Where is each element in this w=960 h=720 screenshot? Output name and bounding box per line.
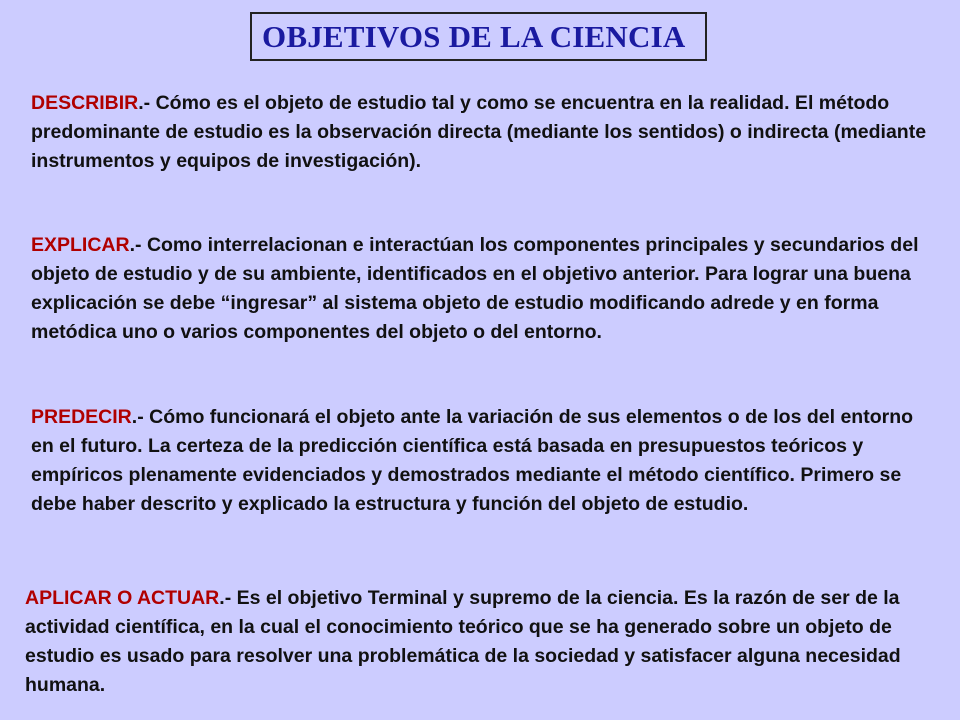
section-keyword: APLICAR O ACTUAR <box>25 587 220 609</box>
section-keyword: PREDECIR <box>31 406 132 428</box>
section-explicar <box>31 231 941 347</box>
section-keyword: DESCRIBIR <box>31 92 139 114</box>
section-describir <box>31 89 931 176</box>
section-aplicar <box>25 584 937 700</box>
section-keyword: EXPLICAR <box>31 234 130 256</box>
title-box <box>250 12 707 61</box>
section-text: .- Es el objetivo Terminal y supremo de la ciencia. Es la razón de ser de la actividad científica, en la cual el conocimiento teórico que se ha generado sobre un objeto de estudio es usado para resolver una problemática de la sociedad y satisfacer alguna necesidad humana. <box>25 587 901 696</box>
section-text: .- Como interrelacionan e interactúan los componentes principales y secundarios del objeto de estudio y de su ambiente, identificados en el objetivo anterior. Para lograr una buena explicación se debe “ingresar” al sistema objeto de estudio modificando adrede y en forma metódica uno o varios componentes del objeto o del entorno. <box>31 234 919 343</box>
section-text: .- Cómo funcionará el objeto ante la variación de sus elementos o de los del entorno en el futuro. La certeza de la predicción científica está basada en presupuestos teóricos y empíricos plenamente evidenciados y demostrados mediante el método científico. Primero se debe haber descrito y explicado la estructura y función del objeto de estudio. <box>31 406 914 515</box>
section-text: .- Cómo es el objeto de estudio tal y como se encuentra en la realidad. El método predominante de estudio es la observación directa (mediante los sentidos) o indirecta (mediante instrumentos y equipos de investigación). <box>31 92 927 172</box>
section-predecir <box>31 403 931 519</box>
page-title: OBJETIVOS DE LA CIENCIA <box>262 18 686 54</box>
